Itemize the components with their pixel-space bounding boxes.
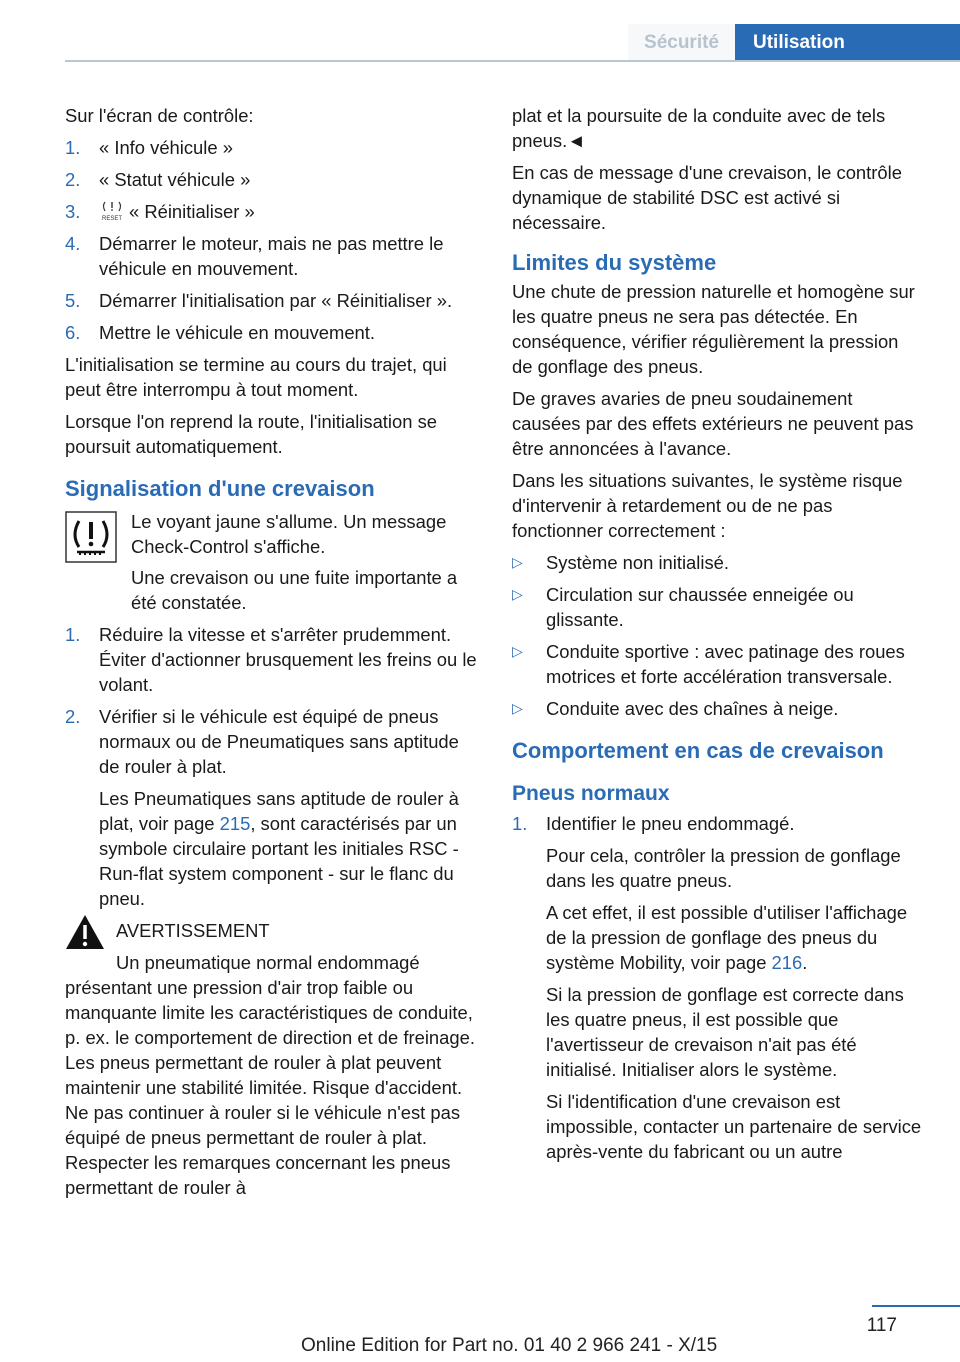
warning-first-line: Un pneumatique normal endommagé xyxy=(116,952,420,973)
page-link-216[interactable]: 216 xyxy=(771,952,803,973)
tire-reset-icon xyxy=(99,200,125,222)
limites-text-3: Dans les situations suivantes, le système risque d'intervenir à retardement ou de ne pas fonctionner correctement : xyxy=(512,470,903,541)
footer-rule xyxy=(872,1305,960,1307)
list-item: ▷ Conduite avec des chaînes à neige. xyxy=(512,698,839,719)
intro-text: Sur l'écran de contrôle: xyxy=(65,105,254,126)
continued-text: plat et la poursuite de la conduite avec de tels pneus.◄ xyxy=(512,105,886,151)
flat-tire-indicator-block xyxy=(65,509,480,589)
header-rule xyxy=(65,60,960,62)
list-item: 1. Identifier le pneu endommagé. Pour cela, contrôler la pression de gonflage dans les quatre pneus. A cet effet, il est possible d'utiliser l'affichage de la pression de gonflage des pneus du système Mobility, voir page 216. Si la pression de gonflage est correcte dans les quatre pneus, il est possible que l'avertisseur de crevaison n'ait pas été initialisé. Initialiser alors le système. Si l'identification d'une crevaison est impossible, contacter un partenaire de service après-vente du fabricant ou un autre xyxy=(512,813,922,1162)
list-item: 5. Démarrer l'initialisation par « Réinitialiser ». xyxy=(65,290,453,311)
heading-pneus-normaux: Pneus normaux xyxy=(512,782,670,805)
bullet-triangle-icon: ▷ xyxy=(512,554,523,570)
init-paragraph-1: L'initialisation se termine au cours du trajet, qui peut être interrompu à tout moment. xyxy=(65,354,447,400)
page-link-215[interactable]: 215 xyxy=(219,813,251,834)
list-item: 1. « Info véhicule » xyxy=(65,137,233,158)
situation-list xyxy=(512,550,922,721)
left-column xyxy=(65,103,480,1207)
rsc-note: Les Pneumatiques sans aptitude de rouler à plat, voir page 215, sont caractérisés par un symbole circulaire portant les initiales RSC - Run-flat system component - sur le flanc du pneu. xyxy=(99,788,459,909)
signal-text-1: Le voyant jaune s'allume. Un message Check-Control s'affiche. xyxy=(131,511,447,557)
list-item: 3. RESET « Réinitialiser » xyxy=(65,201,255,222)
warning-title: AVERTISSEMENT xyxy=(116,920,270,941)
list-item: 4. Démarrer le moteur, mais ne pas mettre le véhicule en mouvement. xyxy=(65,233,444,279)
page-number: 117 xyxy=(866,1315,897,1336)
list-item: 2. Vérifier si le véhicule est équipé de pneus normaux ou de Pneumatiques sans aptitude de rouler à plat. Les Pneumatiques sans aptitude de rouler à plat, voir page 215, sont caractérisés par un symbole circulaire portant les initiales RSC - Run-flat system component - sur le flanc du pneu. xyxy=(65,704,480,911)
heading-signalisation: Signalisation d'une crevaison xyxy=(65,476,375,501)
limites-text-1: Une chute de pression naturelle et homogène sur les quatre pneus ne sera pas détectée. En conséquence, vérifier régulièrement la pression de gonflage des pneus. xyxy=(512,281,915,377)
signal-text-2: Une crevaison ou une fuite importante a été constatée. xyxy=(131,567,458,613)
signal-steps xyxy=(65,622,480,911)
warning-triangle-icon xyxy=(65,913,105,951)
list-item: ▷ Conduite sportive : avec patinage des roues motrices et forte accélération transversale. xyxy=(512,641,905,687)
bullet-triangle-icon: ▷ xyxy=(512,700,523,716)
tab-utilisation[interactable]: Utilisation xyxy=(735,24,960,62)
warning-body: présentant une pression d'air trop faible ou manquante limite les caractéristiques de conduite, p. ex. le comportement de direction et de freinage. Les pneus permettant de rouler à plat peuvent maintenir une stabilité limitée. Risque d'accident. Ne pas continuer à rouler si le véhicule n'est pas équipé de pneus permettant de rouler à plat. Respecter les remarques concernant les pneus permettant de rouler à xyxy=(65,977,475,1198)
init-paragraph-2: Lorsque l'on reprend la route, l'initialisation se poursuit automatiquement. xyxy=(65,411,437,457)
dsc-text: En cas de message d'une crevaison, le contrôle dynamique de stabilité DSC est activé si nécessaire. xyxy=(512,162,902,233)
list-item: ▷ Circulation sur chaussée enneigée ou glissante. xyxy=(512,584,854,630)
heading-limites: Limites du système xyxy=(512,250,717,275)
bullet-triangle-icon: ▷ xyxy=(512,643,523,659)
list-item: 6. Mettre le véhicule en mouvement. xyxy=(65,322,375,343)
limites-text-2: De graves avaries de pneu soudainement causées par des effets extérieurs ne peuvent pas être annoncées à l'avance. xyxy=(512,388,914,459)
pneus-steps xyxy=(512,811,922,1164)
bullet-triangle-icon: ▷ xyxy=(512,586,523,602)
list-item: 2. « Statut véhicule » xyxy=(65,169,251,190)
tire-pressure-warning-icon xyxy=(65,511,117,563)
edition-text: Online Edition for Part no. 01 40 2 966 241 - X/15 xyxy=(301,1335,718,1356)
list-item: ▷ Système non initialisé. xyxy=(512,552,729,573)
right-column xyxy=(512,103,922,1171)
tab-securite[interactable]: Sécurité xyxy=(628,24,735,62)
list-item: 1. Réduire la vitesse et s'arrêter prudemment. Éviter d'actionner brusquement les freins ou le volant. xyxy=(65,624,477,695)
svg-text:RESET: RESET xyxy=(101,216,123,222)
init-steps xyxy=(65,135,480,345)
warning-block xyxy=(65,918,480,1200)
heading-comportement: Comportement en cas de crevaison xyxy=(512,738,884,763)
